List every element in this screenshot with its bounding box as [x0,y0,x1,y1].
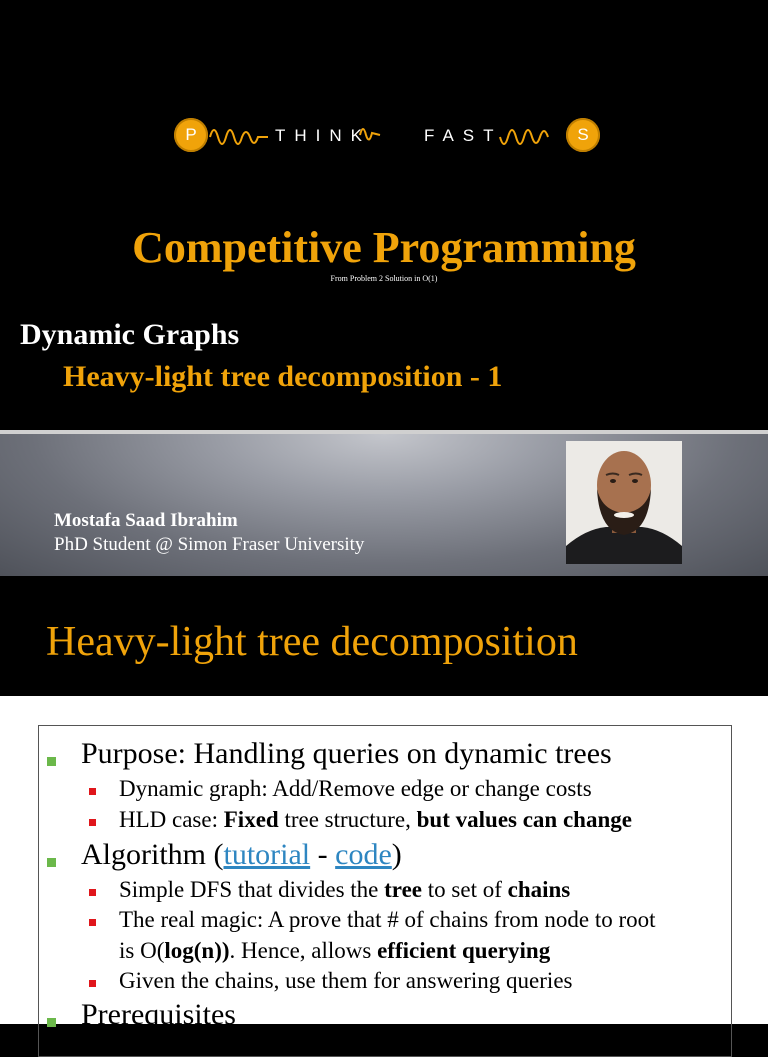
text-run: to set of [422,877,508,902]
bullet-purpose: Purpose: Handling queries on dynamic trees [81,737,612,770]
sub-bullet-dynamic-graph: Dynamic graph: Add/Remove edge or change costs [119,776,592,801]
bullet-prerequisites: Prerequisites [81,998,236,1031]
red-bullet-icon [89,788,96,795]
wave-decoration-icon [170,115,606,161]
subtopic-heading: Heavy-light tree decomposition - 1 [63,360,503,393]
logo-word-fast: FAST [424,126,503,145]
content-slide-title: Heavy-light tree decomposition [46,619,578,665]
bold-text: log(n)) [164,938,230,963]
logo-word-think: THINK [275,126,371,145]
red-bullet-icon [89,980,96,987]
sub-bullet-given-chains: Given the chains, use them for answering queries [119,968,573,993]
author-band [0,434,768,576]
bold-text: efficient querying [377,938,551,963]
content-frame [38,725,732,1057]
topic-heading: Dynamic Graphs [20,318,240,351]
think-fast-logo [170,115,606,161]
course-title: Competitive Programming [132,223,636,272]
sub-bullet-real-magic-line2 [119,938,550,964]
sub-bullet-hld-case [119,807,632,833]
green-bullet-icon [47,858,56,867]
content-slide-body [0,696,768,1031]
text-run: Algorithm ( [81,838,224,871]
code-link[interactable]: code [335,838,392,871]
author-photo [566,441,682,564]
title-slide [0,0,768,432]
bold-text: chains [507,877,571,902]
sub-bullet-simple-dfs [119,877,570,903]
content-slide-header [0,576,768,696]
text-run: is O( [119,938,165,963]
author-affiliation: PhD Student @ Simon Fraser University [54,534,365,555]
text-run: ) [391,838,402,871]
logo-s-circle: S [566,118,600,152]
text-run: HLD case: [119,807,224,832]
course-subtitle: From Problem 2 Solution in O(1) [330,274,438,283]
green-bullet-icon [47,757,56,766]
text-run: tree structure, [278,807,417,832]
bold-text: but values can change [416,807,632,832]
bold-text: Fixed [223,807,279,832]
red-bullet-icon [89,919,96,926]
text-run: Simple DFS that divides the [119,877,385,902]
tutorial-link[interactable]: tutorial [223,838,311,871]
logo-p-circle: P [174,118,208,152]
author-name: Mostafa Saad Ibrahim [54,510,238,531]
bullet-algorithm [81,838,402,872]
bold-text: tree [384,877,423,902]
red-bullet-icon [89,889,96,896]
red-bullet-icon [89,819,96,826]
green-bullet-icon [47,1018,56,1027]
text-run: . Hence, allows [229,938,378,963]
text-run: - [310,838,336,871]
sub-bullet-real-magic-line1: The real magic: A prove that # of chains from node to root [119,907,656,932]
